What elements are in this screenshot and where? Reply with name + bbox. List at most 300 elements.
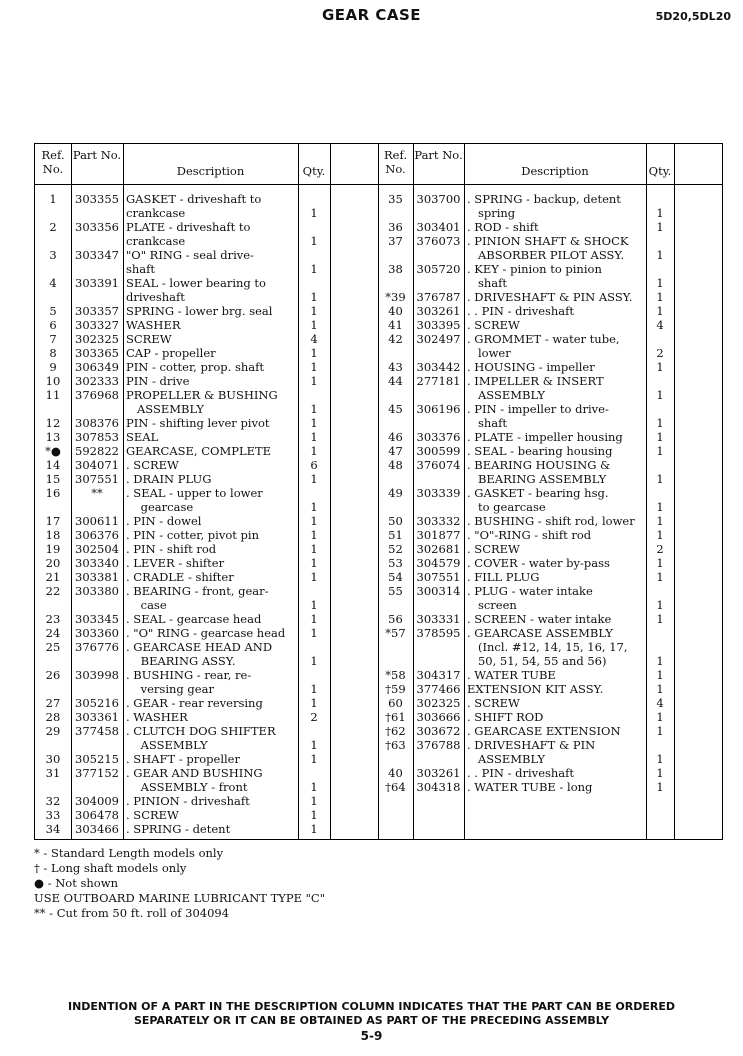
quantity: 6: [310, 458, 318, 472]
ref-no: 32: [45, 794, 61, 808]
quantity: 1: [310, 542, 318, 556]
part-no: 303365: [75, 346, 119, 360]
part-description: . PINION SHAFT & SHOCK: [467, 234, 629, 248]
quantity: 1: [310, 402, 318, 416]
part-no: 302325: [75, 332, 119, 346]
part-no: 304318: [416, 780, 461, 794]
part-no: 376968: [75, 388, 119, 402]
quantity: 1: [656, 290, 664, 304]
part-no: 306376: [75, 528, 119, 542]
quantity: 4: [656, 696, 664, 710]
part-no: 378595: [416, 626, 461, 640]
quantity: 1: [310, 304, 318, 318]
part-description: . FILL PLUG: [467, 570, 540, 584]
quantity: 1: [310, 570, 318, 584]
ref-no: 13: [45, 430, 61, 444]
ref-no: 38: [388, 262, 403, 276]
header-desc-left: Description: [176, 164, 245, 178]
quantity: 1: [310, 514, 318, 528]
part-no: 376787: [416, 290, 461, 304]
quantity: 1: [310, 696, 318, 710]
ref-no: 8: [49, 346, 57, 360]
part-description: screen: [467, 598, 517, 612]
ref-no: *57: [385, 626, 406, 640]
quantity: 1: [310, 794, 318, 808]
part-description: . WATER TUBE - long: [467, 780, 593, 794]
ref-no: †63: [385, 738, 406, 752]
header-desc-right: Description: [521, 164, 589, 178]
part-no: 303361: [75, 710, 119, 724]
part-description: . PIN - impeller to drive-: [467, 402, 609, 416]
part-description: . "O" RING - gearcase head: [126, 626, 286, 640]
part-no: 376788: [416, 738, 461, 752]
notes: [34, 846, 325, 921]
part-no: 302325: [416, 696, 461, 710]
part-no: 303332: [416, 514, 461, 528]
ref-no: 45: [388, 402, 403, 416]
part-description: . GASKET - bearing hsg.: [467, 486, 609, 500]
quantity: 1: [656, 682, 664, 696]
ref-no: 26: [45, 668, 61, 682]
ref-no: 41: [388, 318, 403, 332]
part-no: 308376: [75, 416, 119, 430]
header-part-right: Part No.: [414, 148, 463, 162]
quantity: 1: [310, 808, 318, 822]
quantity: 1: [310, 500, 318, 514]
quantity: 1: [656, 654, 664, 668]
model-numbers: 5D20,5DL20: [655, 10, 731, 23]
part-no: **: [91, 486, 103, 500]
part-no: 303340: [75, 556, 119, 570]
ref-no: 43: [388, 360, 403, 374]
quantity: 1: [310, 738, 318, 752]
part-no: 306478: [75, 808, 119, 822]
part-description: . KEY - pinion to pinion: [467, 262, 602, 276]
part-description: . GEARCASE HEAD AND: [126, 640, 273, 654]
note-standard: * - Standard Length models only: [34, 846, 224, 860]
quantity: 1: [310, 612, 318, 626]
part-description: . WASHER: [126, 710, 188, 724]
ref-no: 60: [388, 696, 403, 710]
part-no: 303261: [416, 304, 461, 318]
ref-no: 19: [45, 542, 61, 556]
quantity: 1: [656, 556, 664, 570]
quantity: 1: [310, 318, 318, 332]
header-ref-left: Ref. No.: [41, 148, 65, 176]
part-no: 303380: [75, 584, 119, 598]
part-description: . DRIVESHAFT & PIN ASSY.: [467, 290, 633, 304]
part-description: . PLATE - impeller housing: [467, 430, 623, 444]
ref-no: 16: [45, 486, 61, 500]
part-no: 304579: [416, 556, 461, 570]
part-no: 300314: [416, 584, 461, 598]
quantity: 1: [310, 444, 318, 458]
part-description: GEARCASE, COMPLETE: [126, 444, 272, 458]
part-description: . SEAL - gearcase head: [126, 612, 262, 626]
part-description: gearcase: [126, 500, 194, 514]
part-description: . . PIN - driveshaft: [467, 304, 575, 318]
part-description: . SEAL - upper to lower: [126, 486, 263, 500]
part-no: 300599: [416, 444, 461, 458]
quantity: 1: [310, 626, 318, 640]
ref-no: 10: [45, 374, 61, 388]
part-description: PROPELLER & BUSHING: [126, 388, 278, 402]
part-no: 277181: [416, 374, 461, 388]
quantity: 1: [310, 822, 318, 836]
part-description: . WATER TUBE: [467, 668, 556, 682]
ref-no: 12: [45, 416, 61, 430]
part-no: 303376: [416, 430, 461, 444]
part-description: . LEVER - shifter: [126, 556, 225, 570]
part-no: 304009: [75, 794, 119, 808]
quantity: 4: [310, 332, 318, 346]
part-description: shaft: [467, 276, 508, 290]
part-description: GASKET - driveshaft to: [126, 192, 262, 206]
ref-no: 51: [388, 528, 403, 542]
part-no: 304317: [416, 668, 461, 682]
part-no: 300611: [75, 514, 119, 528]
part-no: 377466: [416, 682, 461, 696]
part-description: BEARING ASSEMBLY: [467, 472, 607, 486]
part-description: crankcase: [126, 206, 186, 220]
part-description: . COVER - water by-pass: [467, 556, 610, 570]
note-lubricant: USE OUTBOARD MARINE LUBRICANT TYPE "C": [34, 891, 326, 905]
part-description: . GEARCASE EXTENSION: [467, 724, 621, 738]
quantity: 1: [656, 500, 664, 514]
part-description: . BEARING HOUSING &: [467, 458, 611, 472]
ref-no: 21: [45, 570, 61, 584]
part-description: . "O"-RING - shift rod: [467, 528, 592, 542]
part-description: SEAL: [126, 430, 159, 444]
part-no: 303998: [75, 668, 119, 682]
note-not-shown: ● - Not shown: [34, 876, 118, 890]
ref-no: 24: [45, 626, 61, 640]
part-description: . BEARING - front, gear-: [126, 584, 269, 598]
ref-no: 3: [49, 248, 57, 262]
part-no: 303401: [416, 220, 461, 234]
part-description: PIN - drive: [126, 374, 190, 388]
page-number: 5-9: [360, 1029, 383, 1043]
part-no: 377152: [75, 766, 119, 780]
quantity: 1: [310, 346, 318, 360]
ref-no: 40: [388, 304, 403, 318]
part-no: 303666: [416, 710, 461, 724]
page-title: GEAR CASE: [321, 6, 422, 24]
part-description: . SCREW: [126, 458, 179, 472]
quantity: 1: [656, 206, 664, 220]
quantity: 2: [656, 542, 664, 556]
col-rule: [464, 144, 465, 839]
ref-no: 23: [45, 612, 61, 626]
note-long-shaft: † - Long shaft models only: [34, 861, 187, 875]
part-no: 303261: [416, 766, 461, 780]
part-description: SPRING - lower brg. seal: [126, 304, 273, 318]
part-description: ABSORBER PILOT ASSY.: [467, 248, 625, 262]
quantity: 1: [656, 710, 664, 724]
part-description: spring: [467, 206, 516, 220]
part-description: (Incl. #12, 14, 15, 16, 17,: [467, 640, 628, 654]
ref-no: 9: [49, 360, 57, 374]
part-description: to gearcase: [467, 500, 546, 514]
quantity: 1: [656, 360, 664, 374]
quantity: 1: [310, 528, 318, 542]
part-no: 303355: [75, 192, 119, 206]
part-no: 306196: [416, 402, 461, 416]
part-description: . CLUTCH DOG SHIFTER: [126, 724, 276, 738]
ref-no: 42: [388, 332, 403, 346]
part-no: 302497: [416, 332, 461, 346]
part-description: . HOUSING - impeller: [467, 360, 595, 374]
quantity: 1: [656, 430, 664, 444]
ref-no: 33: [45, 808, 61, 822]
part-description: . SHAFT - propeller: [126, 752, 240, 766]
ref-no: 4: [49, 276, 57, 290]
part-description: . SCREW: [467, 696, 520, 710]
part-description: BEARING ASSY.: [126, 654, 236, 668]
ref-no: 1: [49, 192, 57, 206]
ref-no: 49: [388, 486, 403, 500]
quantity: 1: [310, 780, 318, 794]
quantity: 1: [310, 234, 318, 248]
part-description: 50, 51, 54, 55 and 56): [467, 654, 607, 668]
part-no: 592822: [75, 444, 119, 458]
part-no: 306349: [75, 360, 119, 374]
ref-no: †64: [385, 780, 406, 794]
ref-no: 15: [45, 472, 61, 486]
parts-table: [34, 143, 723, 840]
part-no: 303442: [416, 360, 461, 374]
ref-no: 17: [45, 514, 61, 528]
quantity: 1: [656, 444, 664, 458]
part-description: . GEAR - rear reversing: [126, 696, 263, 710]
ref-no: 5: [49, 304, 57, 318]
part-description: . SPRING - detent: [126, 822, 231, 836]
ref-no: 31: [45, 766, 61, 780]
ref-no: 46: [388, 430, 403, 444]
part-description: EXTENSION KIT ASSY.: [467, 682, 604, 696]
ref-no: †59: [385, 682, 406, 696]
ref-no: 47: [388, 444, 403, 458]
part-no: 303357: [75, 304, 119, 318]
footer-note: [0, 1000, 743, 1028]
ref-no: 40: [388, 766, 403, 780]
quantity: 1: [310, 556, 318, 570]
part-no: 303381: [75, 570, 119, 584]
part-description: . GROMMET - water tube,: [467, 332, 620, 346]
ref-no: 54: [388, 570, 403, 584]
ref-no: 55: [388, 584, 403, 598]
ref-no: *●: [45, 444, 61, 458]
ref-no: *58: [385, 668, 406, 682]
ref-no: 27: [45, 696, 61, 710]
header-part-left: Part No.: [72, 148, 122, 162]
part-description: "O" RING - seal drive-: [126, 248, 254, 262]
ref-no: 29: [45, 724, 61, 738]
part-no: 307853: [75, 430, 119, 444]
quantity: 1: [310, 752, 318, 766]
part-no: 303339: [416, 486, 461, 500]
quantity: 1: [656, 248, 664, 262]
part-no: 303672: [416, 724, 461, 738]
part-description: . SCREEN - water intake: [467, 612, 612, 626]
quantity: 1: [656, 528, 664, 542]
part-description: . CRADLE - shifter: [126, 570, 234, 584]
quantity: 1: [656, 276, 664, 290]
part-no: 376073: [416, 234, 461, 248]
header-ref-right: Ref. No.: [384, 148, 407, 176]
ref-no: 22: [45, 584, 61, 598]
part-description: . PIN - cotter, pivot pin: [126, 528, 259, 542]
part-description: ASSEMBLY: [467, 752, 545, 766]
part-description: case: [126, 598, 167, 612]
part-description: SCREW: [126, 332, 172, 346]
quantity: 1: [656, 388, 664, 402]
quantity: 2: [310, 710, 318, 724]
quantity: 1: [656, 304, 664, 318]
part-no: 307551: [416, 570, 461, 584]
quantity: 1: [656, 612, 664, 626]
part-description: driveshaft: [126, 290, 185, 304]
part-no: 303356: [75, 220, 119, 234]
col-rule: [298, 144, 299, 839]
part-description: . PINION - driveshaft: [126, 794, 250, 808]
part-description: ASSEMBLY: [467, 388, 545, 402]
ref-no: 25: [45, 640, 61, 654]
quantity: 1: [656, 472, 664, 486]
part-no: 376776: [75, 640, 119, 654]
part-no: 303345: [75, 612, 119, 626]
part-description: ASSEMBLY - front: [126, 780, 248, 794]
part-no: 304071: [75, 458, 119, 472]
part-description: lower: [467, 346, 511, 360]
part-no: 303395: [416, 318, 461, 332]
part-description: . SPRING - backup, detent: [467, 192, 621, 206]
col-rule: [123, 144, 124, 839]
quantity: 1: [656, 752, 664, 766]
ref-no: 48: [388, 458, 403, 472]
part-description: PIN - cotter, prop. shaft: [126, 360, 264, 374]
part-description: versing gear: [126, 682, 214, 696]
part-description: . SEAL - bearing housing: [467, 444, 613, 458]
part-description: . DRAIN PLUG: [126, 472, 212, 486]
quantity: 1: [656, 668, 664, 682]
part-description: SEAL - lower bearing to: [126, 276, 266, 290]
quantity: 1: [310, 654, 318, 668]
part-no: 302681: [416, 542, 461, 556]
ref-no: 34: [45, 822, 61, 836]
ref-no: 18: [45, 528, 61, 542]
part-description: . DRIVESHAFT & PIN: [467, 738, 596, 752]
ref-no: 14: [45, 458, 61, 472]
ref-no: 50: [388, 514, 403, 528]
part-description: . PIN - dowel: [126, 514, 202, 528]
quantity: 1: [310, 598, 318, 612]
ref-no: 35: [388, 192, 403, 206]
part-description: shaft: [467, 416, 508, 430]
quantity: 1: [310, 430, 318, 444]
quantity: 1: [310, 290, 318, 304]
quantity: 1: [310, 360, 318, 374]
part-no: 303331: [416, 612, 461, 626]
header-qty-left: Qty.: [302, 164, 326, 178]
quantity: 1: [656, 220, 664, 234]
ref-no: 56: [388, 612, 403, 626]
part-description: WASHER: [126, 318, 181, 332]
col-rule: [674, 144, 675, 839]
quantity: 1: [656, 780, 664, 794]
part-no: 305215: [75, 752, 119, 766]
part-no: 302333: [75, 374, 119, 388]
quantity: 1: [656, 416, 664, 430]
part-description: ASSEMBLY: [126, 738, 208, 752]
part-description: PLATE - driveshaft to: [126, 220, 251, 234]
part-description: . . PIN - driveshaft: [467, 766, 575, 780]
part-no: 303327: [75, 318, 119, 332]
ref-no: 2: [49, 220, 57, 234]
ref-no: 30: [45, 752, 61, 766]
ref-no: *39: [385, 290, 406, 304]
part-description: . PIN - shift rod: [126, 542, 217, 556]
ref-no: †62: [385, 724, 406, 738]
ref-no: 37: [388, 234, 403, 248]
ref-no: 20: [45, 556, 61, 570]
part-no: 305720: [416, 262, 461, 276]
ref-no: 36: [388, 220, 403, 234]
part-no: 301877: [416, 528, 461, 542]
part-no: 303347: [75, 248, 119, 262]
part-description: . SHIFT ROD: [467, 710, 544, 724]
ref-no: 53: [388, 556, 403, 570]
ref-no: 7: [49, 332, 57, 346]
part-description: . IMPELLER & INSERT: [467, 374, 604, 388]
part-description: . SCREW: [126, 808, 179, 822]
part-no: 302504: [75, 542, 119, 556]
quantity: 1: [656, 598, 664, 612]
ref-no: 6: [49, 318, 57, 332]
quantity: 1: [310, 682, 318, 696]
ref-no: 52: [388, 542, 403, 556]
quantity: 4: [656, 318, 664, 332]
part-description: shaft: [126, 262, 156, 276]
quantity: 2: [656, 346, 664, 360]
part-no: 305216: [75, 696, 119, 710]
ref-no: †61: [385, 710, 406, 724]
part-no: 376074: [416, 458, 461, 472]
quantity: 1: [310, 206, 318, 220]
col-rule: [330, 144, 331, 839]
ref-no: 28: [45, 710, 61, 724]
ref-no: 44: [388, 374, 403, 388]
part-description: . GEAR AND BUSHING: [126, 766, 263, 780]
footer-line-2: SEPARATELY OR IT CAN BE OBTAINED AS PART OF THE PRECEDING ASSEMBLY: [133, 1014, 610, 1027]
quantity: 1: [656, 766, 664, 780]
quantity: 1: [656, 724, 664, 738]
part-no: 303391: [75, 276, 119, 290]
part-description: . PLUG - water intake: [467, 584, 593, 598]
quantity: 1: [310, 262, 318, 276]
quantity: 1: [310, 472, 318, 486]
part-description: . GEARCASE ASSEMBLY: [467, 626, 613, 640]
part-description: . SCREW: [467, 542, 520, 556]
part-description: . SCREW: [467, 318, 520, 332]
header-qty-right: Qty.: [648, 164, 672, 178]
quantity: 1: [310, 374, 318, 388]
part-description: CAP - propeller: [126, 346, 216, 360]
part-description: . BUSHING - rear, re-: [126, 668, 252, 682]
part-description: . BUSHING - shift rod, lower: [467, 514, 635, 528]
part-no: 307551: [75, 472, 119, 486]
part-description: . ROD - shift: [467, 220, 539, 234]
